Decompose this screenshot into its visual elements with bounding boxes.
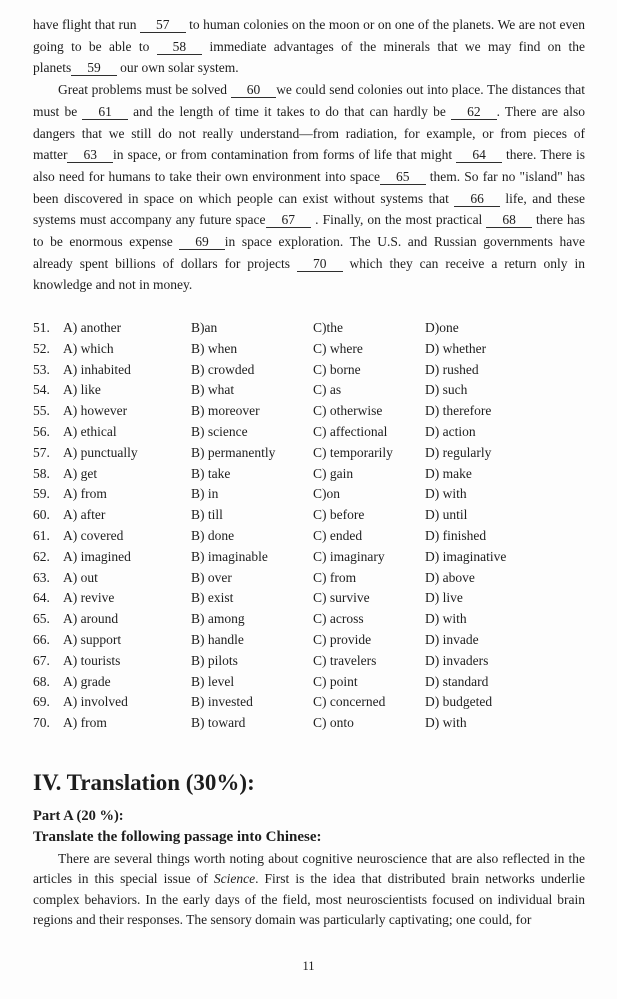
option-a: A) another <box>63 320 122 335</box>
cloze-blank-62: 62 <box>451 104 497 120</box>
option-b: B) in <box>191 486 219 502</box>
option-b: B) permanently <box>191 444 276 460</box>
options-list <box>33 318 585 734</box>
option-row-67 <box>33 651 585 672</box>
option-a: A) ethical <box>63 423 117 439</box>
option-row-63 <box>33 568 585 589</box>
option-d: D) therefore <box>425 403 492 419</box>
cloze-blank-65: 65 <box>380 169 426 185</box>
option-a: A) inhabited <box>63 361 131 377</box>
option-d: D) finished <box>425 527 487 543</box>
option-number: 55. <box>33 403 50 419</box>
cloze-blank-60: 60 <box>231 82 277 98</box>
option-number: 62. <box>33 548 50 564</box>
option-c: C) before <box>313 507 365 523</box>
text-run: which they can receive a return only in knowledge and not in money. <box>33 255 585 293</box>
option-a: A) involved <box>63 694 128 710</box>
option-a: A) support <box>63 631 122 647</box>
option-d: D) imaginative <box>425 548 507 564</box>
option-d: D) with <box>425 486 467 502</box>
cloze-blank-63: 63 <box>67 147 113 163</box>
option-b: B) till <box>191 507 223 523</box>
text-run: there. There is also need for humans to take their own environment into space <box>33 147 585 184</box>
option-a: A) after <box>63 507 106 523</box>
cloze-blank-68: 68 <box>486 212 532 228</box>
translation-instruction: Translate the following passage into Chinese: <box>33 829 322 845</box>
option-number: 52. <box>33 340 50 356</box>
option-d: D) with <box>425 611 467 627</box>
option-a: A) grade <box>63 673 111 689</box>
cloze-blank-67: 67 <box>266 212 312 228</box>
translation-passage <box>33 849 585 931</box>
text-run: . Finally, on the most practical <box>311 212 487 228</box>
option-c: C) concerned <box>313 694 386 710</box>
cloze-blank-61: 61 <box>82 104 128 120</box>
option-d: D) make <box>425 465 472 481</box>
option-b: B) what <box>191 382 235 398</box>
option-d: D) budgeted <box>425 694 493 710</box>
option-a: A) out <box>63 569 98 585</box>
option-b: B) over <box>191 569 232 585</box>
option-b: B) crowded <box>191 361 255 377</box>
option-c: C)the <box>313 320 343 335</box>
option-b: B) when <box>191 340 238 356</box>
option-b: B) invested <box>191 694 253 710</box>
option-number: 57. <box>33 444 50 460</box>
option-b: B) toward <box>191 715 246 731</box>
option-a: A) covered <box>63 527 124 543</box>
text-run: to human colonies on the moon or on one of the planets. We are not even going to be able to <box>33 17 585 54</box>
option-d: D) invade <box>425 631 479 647</box>
option-a: A) imagined <box>63 548 131 564</box>
option-d: D) such <box>425 382 468 398</box>
option-b: B) done <box>191 527 235 543</box>
option-b: B) among <box>191 611 245 627</box>
option-row-51 <box>33 318 585 339</box>
cloze-paragraph <box>33 14 585 79</box>
option-c: C) imaginary <box>313 548 385 564</box>
option-row-58 <box>33 464 585 485</box>
option-number: 54. <box>33 382 50 398</box>
option-number: 53. <box>33 361 50 377</box>
option-d: D) with <box>425 715 467 731</box>
option-d: D) live <box>425 590 463 606</box>
text-run: them. So far no "island" has been discovered in space on which people can exist without systems that <box>33 168 586 206</box>
cloze-blank-66: 66 <box>454 191 500 207</box>
text-run: in space exploration. The U.S. and Russian governments have already spent billions of dollars for projects <box>33 234 585 271</box>
option-row-65 <box>33 609 585 630</box>
option-number: 64. <box>33 590 50 606</box>
option-row-70 <box>33 713 585 734</box>
text-run: there has to be enormous expense <box>33 212 586 250</box>
option-a: A) from <box>63 715 107 731</box>
option-c: C) gain <box>313 465 354 481</box>
option-b: B) imaginable <box>191 548 268 564</box>
option-c: C) from <box>313 569 357 585</box>
part-a-label: Part A (20 %): <box>33 808 124 824</box>
text-run: our own solar system. <box>116 60 239 76</box>
option-d: D) whether <box>425 340 487 356</box>
option-number: 63. <box>33 569 50 585</box>
option-a: A) tourists <box>63 652 121 668</box>
option-c: C)on <box>313 486 340 502</box>
option-row-62 <box>33 547 585 568</box>
text-run: There are several things worth noting about cognitive neuroscience that are also reflected in the articles in this special issue of <box>33 851 585 887</box>
option-row-64 <box>33 588 585 609</box>
text-run: in space, or from contamination from forms of life that might <box>112 147 457 163</box>
option-a: A) which <box>63 340 114 356</box>
cloze-blank-57: 57 <box>140 17 186 33</box>
option-b: B) moreover <box>191 403 260 419</box>
cloze-blank-70: 70 <box>297 256 343 272</box>
option-c: C) affectional <box>313 423 388 439</box>
option-row-59 <box>33 484 585 505</box>
option-b: B) science <box>191 423 248 439</box>
option-number: 61. <box>33 527 50 543</box>
option-d: D) until <box>425 507 468 523</box>
option-number: 68. <box>33 673 50 689</box>
option-c: C) point <box>313 673 358 689</box>
text-run: life, and these systems must accompany any future space <box>33 190 585 228</box>
option-d: D) standard <box>425 673 489 689</box>
option-d: D) invaders <box>425 652 489 668</box>
text-run: . There are also dangers that we still do not really understand—from radiation, for example, or from pieces of matter <box>33 103 585 163</box>
option-row-53 <box>33 360 585 381</box>
translation-section-heading: IV. Translation (30%): <box>33 770 255 795</box>
italic-text: Science <box>213 871 256 887</box>
option-b: B) take <box>191 465 231 481</box>
cloze-passage-section <box>33 14 585 296</box>
option-a: A) like <box>63 382 101 398</box>
option-c: C) ended <box>313 527 363 543</box>
option-number: 70. <box>33 715 50 731</box>
option-a: A) however <box>63 403 128 419</box>
cloze-blank-69: 69 <box>179 234 225 250</box>
option-b: B) level <box>191 673 235 689</box>
option-b: B) handle <box>191 631 244 647</box>
option-row-66 <box>33 630 585 651</box>
option-row-60 <box>33 505 585 526</box>
text-run: and the length of time it takes to do that can hardly be <box>127 103 452 119</box>
option-b: B)an <box>191 320 218 335</box>
option-c: C) otherwise <box>313 403 383 419</box>
option-row-68 <box>33 672 585 693</box>
option-a: A) revive <box>63 590 115 606</box>
text-run: . First is the idea that distributed brain networks underlie complex behaviors. In the early days of the field, most neuroscientists focused on individual brain regions and their responses. The sensory domain was particularly captivating; one could, for <box>33 871 585 928</box>
option-d: D) above <box>425 569 475 585</box>
option-row-57 <box>33 443 585 464</box>
text-run: Great problems must be solved <box>58 82 231 98</box>
page-number: 11 <box>302 959 315 973</box>
option-a: A) get <box>63 465 98 481</box>
option-c: C) as <box>313 382 342 398</box>
text-run: immediate advantages of the minerals that we may find on the planets <box>33 38 585 76</box>
text-run: we could send colonies out into place. The distances that must be <box>33 82 586 119</box>
option-number: 66. <box>33 631 50 647</box>
option-c: C) borne <box>313 361 361 377</box>
option-d: D) regularly <box>425 444 492 460</box>
text-run: have flight that run <box>33 17 141 32</box>
option-c: C) across <box>313 611 364 627</box>
option-row-52 <box>33 339 585 360</box>
option-c: C) travelers <box>313 652 377 668</box>
option-a: A) from <box>63 486 107 502</box>
option-number: 59. <box>33 486 50 502</box>
option-number: 67. <box>33 652 50 668</box>
option-row-56 <box>33 422 585 443</box>
cloze-paragraph <box>33 79 585 296</box>
option-c: C) temporarily <box>313 444 393 460</box>
option-number: 60. <box>33 507 50 523</box>
option-c: C) onto <box>313 715 354 731</box>
option-row-54 <box>33 380 585 401</box>
option-b: B) pilots <box>191 652 238 668</box>
option-c: C) where <box>313 340 363 356</box>
option-number: 69. <box>33 694 50 710</box>
option-a: A) punctually <box>63 444 138 460</box>
option-number: 51. <box>33 320 50 335</box>
cloze-blank-58: 58 <box>157 39 203 55</box>
cloze-blank-64: 64 <box>456 147 502 163</box>
option-d: D) rushed <box>425 361 479 377</box>
option-number: 65. <box>33 611 50 627</box>
option-d: D)one <box>425 320 459 335</box>
option-row-61 <box>33 526 585 547</box>
option-c: C) provide <box>313 631 372 647</box>
option-a: A) around <box>63 611 119 627</box>
option-d: D) action <box>425 423 476 439</box>
option-row-69 <box>33 692 585 713</box>
option-b: B) exist <box>191 590 234 606</box>
option-c: C) survive <box>313 590 370 606</box>
option-number: 58. <box>33 465 50 481</box>
option-row-55 <box>33 401 585 422</box>
option-number: 56. <box>33 423 50 439</box>
cloze-blank-59: 59 <box>71 60 117 76</box>
